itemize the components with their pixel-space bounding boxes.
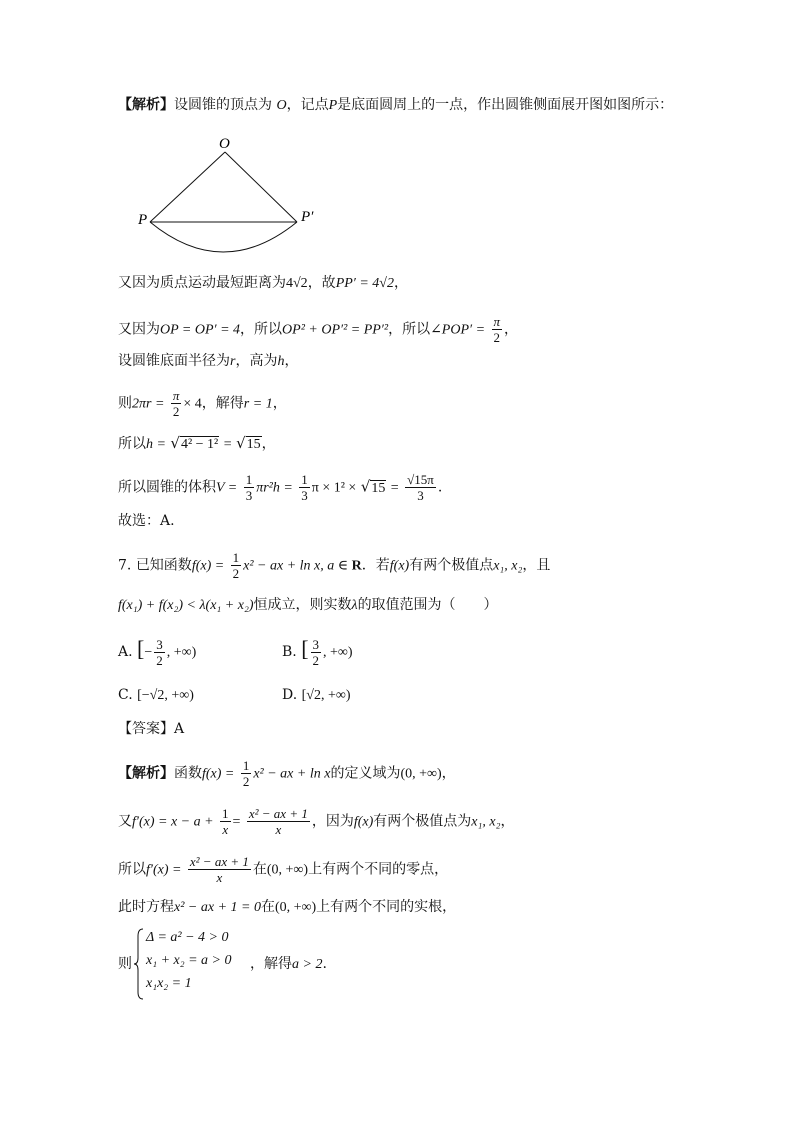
analysis2-expr2: x² − ax + ln x — [253, 766, 331, 782]
step6-frac1: $\frac{1}{3}$ — [245, 472, 253, 503]
left-brace — [134, 928, 144, 1000]
analysis2-text2: 的定义域为 — [330, 765, 401, 782]
root-expr1: x² − ax + 1 = 0 — [174, 900, 261, 915]
step4-expr2: × 4 — [183, 396, 202, 412]
step-6: 所以圆锥的体积V = $\frac{1}{3}$ πr²h = $\frac{1}{3}$ π × 1² × √15 = $\frac{√15\pi}{3}$ . — [118, 472, 443, 503]
root-text2: 在 — [260, 899, 275, 915]
q7-expr4: x₁, x₂ — [493, 558, 523, 574]
system-conclusion: ，解得a > 2. — [250, 956, 327, 972]
answer-1: 故选：A. — [118, 513, 175, 529]
step1-text2: ，故 — [307, 275, 336, 291]
step3-text3: ， — [284, 353, 299, 369]
step6-end: . — [437, 479, 443, 496]
step3-text1: 设圆锥底面半径为 — [118, 353, 230, 369]
derivative-line — [118, 806, 514, 837]
intro-text-3: 是底面圆周上的一点，作出圆锥侧面展开图如图所示： — [337, 97, 674, 113]
analysis2-frac: $\frac{1}{2}$ — [242, 758, 250, 789]
deriv-eq: = — [232, 814, 241, 830]
step3-r: r — [230, 354, 236, 369]
step3-text2: ，高为 — [235, 353, 278, 369]
q7-text3: 有两个极值点 — [409, 557, 494, 574]
system-eq3: x₁x₂ = 1 — [146, 976, 192, 991]
system-result: a > 2 — [292, 957, 323, 972]
step-4 — [118, 388, 287, 419]
intro-text-2: ，记点 — [286, 97, 329, 113]
step2-text3: ，所以 — [388, 321, 431, 338]
step5-eq: = — [223, 437, 232, 452]
step4-text2: ，解得 — [201, 395, 244, 412]
step-3 — [118, 350, 298, 373]
deriv-text3: 有两个极值点为 — [373, 813, 472, 830]
step1-text1: 又因为质点运动最短距离为 — [118, 275, 286, 291]
step2-frac: $\frac{\pi}{2}$ — [493, 314, 501, 345]
option-b-frac: $\frac{3}{2}$ — [312, 636, 320, 668]
step6-expr2: πr²h = — [256, 480, 293, 496]
q7-number: 7. — [118, 557, 132, 574]
step2-expr3: ∠POP′ = — [430, 322, 486, 338]
deriv-text2: ，因为 — [311, 813, 354, 830]
step2-text4: ， — [504, 321, 519, 338]
option-b-right: , +∞) — [323, 645, 353, 660]
zero-frac: $\frac{\text{x² − ax + 1}}{x}$ — [189, 854, 249, 885]
step6-text1: 所以圆锥的体积 — [118, 479, 216, 496]
q7-expr1: f(x) = — [191, 558, 225, 574]
label-o: O — [219, 136, 230, 152]
edge-op — [150, 152, 225, 222]
step-1 — [118, 272, 408, 295]
step4-frac: $\frac{\pi}{2}$ — [172, 388, 180, 419]
step-5: 所以h = √4² − 1² = √15， — [118, 434, 276, 452]
analysis2-domain: (0, +∞) — [400, 766, 442, 782]
step6-expr1: V = — [216, 480, 238, 496]
step1-val: 4√2 — [286, 276, 308, 291]
q7-text2: ．若 — [361, 557, 390, 574]
deriv-expr3: x₁, x₂ — [471, 814, 501, 830]
analysis-2 — [118, 758, 456, 789]
deriv-text4: ， — [500, 813, 515, 830]
step6-frac3: $\frac{√15\pi}{3}$ — [407, 472, 434, 503]
q7-line2-text2: 的取值范围为（ ） — [357, 597, 498, 613]
equation-system — [118, 928, 418, 998]
root-domain: (0, +∞) — [274, 900, 317, 915]
step6-sqrt1: 15 — [371, 480, 386, 496]
option-d-value: [√2, +∞) — [301, 688, 351, 703]
option-a-label: A. — [118, 644, 133, 660]
zero-domain: (0, +∞) — [266, 862, 309, 878]
zero-expr1: f′(x) = — [146, 862, 182, 878]
analysis2-label: 【解析】 — [118, 765, 174, 782]
root-text3: 上有两个不同的实根， — [316, 899, 457, 915]
step4-text1: 则 — [118, 395, 132, 412]
zero-line — [118, 854, 448, 885]
question-7-line-1 — [118, 550, 550, 581]
step4-text3: ， — [272, 395, 287, 412]
system-eq1: Δ = a² − 4 > 0 — [146, 930, 229, 945]
q7-line2-text: 恒成立，则实数 — [253, 597, 352, 613]
analysis2-text1: 函数 — [174, 765, 202, 782]
root-text1: 此时方程 — [118, 899, 174, 915]
deriv-frac1: $\frac{1}{x}$ — [222, 806, 229, 837]
answer-tag: 【答案】A — [118, 721, 185, 737]
cone-net-diagram — [130, 132, 330, 262]
step4-expr1: 2πr = — [132, 396, 165, 412]
analysis2-expr1: f(x) = — [202, 766, 235, 782]
step1-text3: ， — [393, 275, 408, 291]
option-b-label: B. — [282, 644, 297, 660]
q7-text4: ，且 — [522, 557, 551, 574]
deriv-expr1: f′(x) = x − a + — [132, 814, 214, 830]
root-line — [118, 896, 456, 919]
option-d-label: D. — [282, 687, 298, 703]
step6-frac2: $\frac{1}{3}$ — [301, 472, 308, 503]
q7-lambda: λ — [351, 598, 358, 613]
step5-text2: ， — [261, 436, 276, 452]
zero-text3: 上有两个不同的零点， — [308, 861, 449, 878]
step5-expr1: h = — [146, 437, 166, 452]
edge-op-prime — [225, 152, 297, 222]
option-a[interactable]: A. [− $\frac{3}{2}$ , +∞) — [118, 636, 197, 668]
deriv-text1: 又 — [118, 813, 132, 830]
step6-eq: = — [390, 480, 399, 496]
q7-expr2: x² − ax + ln x, a ∈ — [243, 558, 352, 574]
step2-text1: 又因为 — [118, 321, 160, 338]
q7-expr3: f(x) — [389, 558, 410, 574]
step2-text2: ，所以 — [240, 321, 283, 338]
label-p: P — [138, 212, 148, 228]
question-7-line-2 — [118, 594, 498, 617]
step5-sqrt2: 15 — [246, 437, 261, 452]
q7-frac: $\frac{1}{2}$ — [232, 550, 240, 581]
option-b[interactable]: B. [ $\frac{3}{2}$ , +∞) — [282, 636, 353, 668]
zero-text1: 所以 — [118, 861, 146, 878]
option-c-label: C. — [118, 687, 133, 703]
arc-pp-prime — [150, 222, 297, 252]
q7-text1: 已知函数 — [135, 557, 192, 574]
system-eq2: x₁ + x₂ = a > 0 — [146, 953, 232, 968]
analysis-intro — [118, 94, 673, 117]
step3-h: h — [277, 354, 285, 369]
step5-text1: 所以 — [118, 436, 146, 452]
step1-expr: PP′ = 4√2 — [335, 276, 394, 291]
deriv-expr2: f(x) — [353, 814, 374, 830]
label-p-prime: P′ — [301, 209, 314, 225]
q7-real-set: R — [351, 558, 362, 574]
step6-expr3: π × 1² × — [311, 480, 357, 496]
deriv-frac2: $\frac{\text{x² − ax + 1}}{x}$ — [248, 806, 308, 837]
step2-expr2: OP² + OP′² = PP′² — [282, 322, 389, 338]
intro-text: 设圆锥的顶点为 — [174, 97, 272, 113]
step4-expr3: r = 1 — [243, 396, 273, 412]
analysis2-text3: ， — [441, 765, 456, 782]
vertex-label: O — [276, 98, 287, 113]
option-a-right: , +∞) — [166, 645, 197, 660]
zero-text2: 在 — [252, 861, 267, 878]
option-c-value: [−√2, +∞) — [137, 688, 194, 703]
option-a-frac: $\frac{3}{2}$ — [156, 636, 163, 668]
option-c[interactable] — [118, 684, 194, 707]
point-label: P — [328, 98, 338, 113]
step2-expr1: OP = OP′ = 4 — [160, 322, 241, 338]
option-d[interactable] — [282, 684, 351, 707]
q7-inequality: f(x₁) + f(x₂) < λ(x₁ + x₂) — [118, 598, 254, 613]
step-2 — [118, 314, 518, 345]
step5-sqrt1: 4² − 1² — [180, 437, 219, 452]
analysis-label: 【解析】 — [118, 97, 174, 113]
system-prefix: 则 — [118, 956, 132, 972]
